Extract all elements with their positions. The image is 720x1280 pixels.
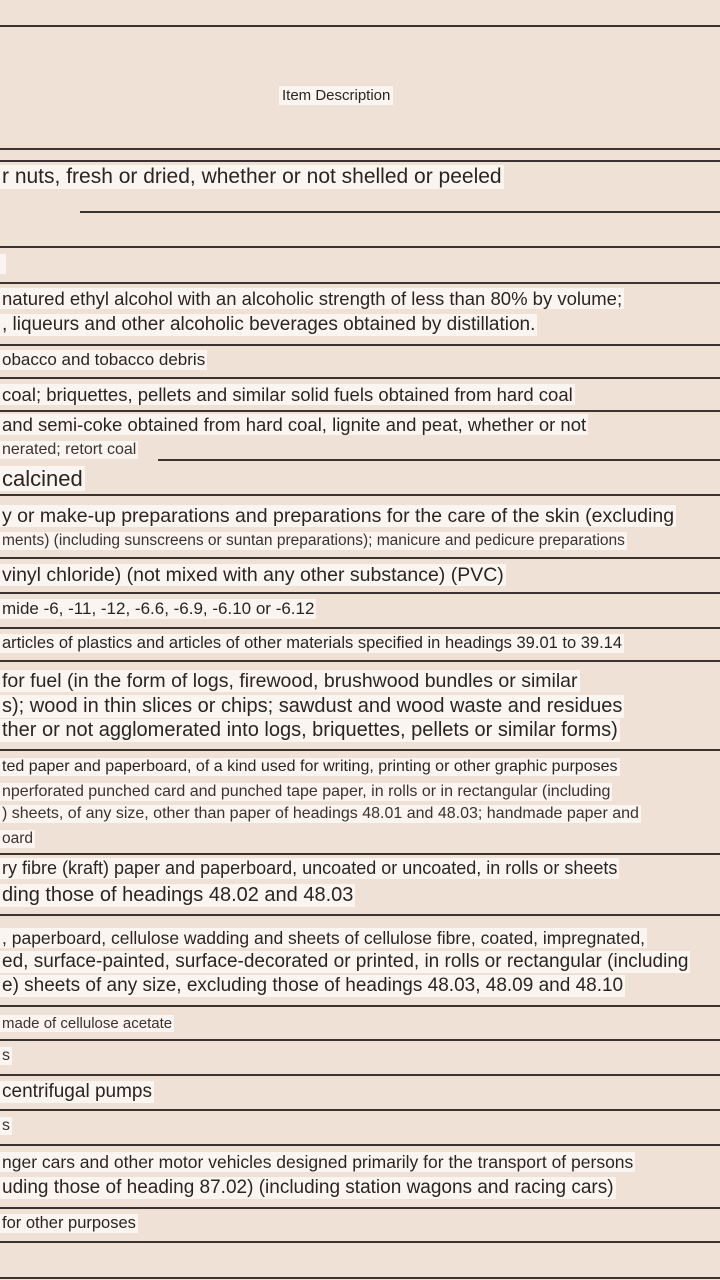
row-18-line-1: centrifugal pumps — [2, 1081, 152, 1102]
table-rule — [0, 557, 720, 559]
table-rule — [80, 211, 720, 213]
row-3-line-2: , liqueurs and other alcoholic beverages obtained by distillation. — [2, 314, 536, 335]
row-11-line-1: articles of plastics and articles of other materials specified in headings 39.01 to 39.14 — [2, 634, 623, 652]
row-10-line-1: mide -6, -11, -12, -6.6, -6.9, -6.10 or -6.12 — [2, 599, 315, 618]
row-15-line-2: ed, surface-painted, surface-decorated or printed, in rolls or rectangular (including — [2, 951, 689, 972]
table-rule — [0, 246, 720, 248]
row-1-line-1: r nuts, fresh or dried, whether or not shelled or peeled — [2, 165, 502, 188]
table-rule — [0, 25, 720, 27]
table-rule — [0, 1109, 720, 1111]
table-rule — [0, 660, 720, 662]
table-rule — [0, 914, 720, 916]
table-rule — [0, 148, 720, 150]
row-17-line-1: s — [2, 1047, 10, 1064]
row-19-line-1: s — [2, 1117, 10, 1134]
column-header-item-description: Item Description — [279, 86, 393, 105]
row-8-line-1: y or make-up preparations and preparations for the care of the skin (excluding — [2, 505, 675, 527]
table-rule — [0, 377, 720, 379]
table-rule — [0, 410, 720, 412]
table-rule — [0, 1144, 720, 1146]
table-rule — [0, 592, 720, 594]
table-rule — [0, 494, 720, 496]
row-6-line-1: and semi-coke obtained from hard coal, lignite and peat, whether or not — [2, 414, 587, 435]
row-13-line-3: ) sheets, of any size, other than paper of headings 48.01 and 48.03; handmade paper and — [2, 805, 639, 822]
table-rule — [0, 1039, 720, 1041]
table-rule — [0, 282, 720, 284]
table-rule — [0, 160, 720, 162]
row-15-line-3: e) sheets of any size, excluding those of headings 48.03, 48.09 and 48.10 — [2, 975, 624, 996]
table-rule — [158, 459, 720, 461]
table-rule — [0, 1005, 720, 1007]
row-8-line-2: ments) (including sunscreens or suntan preparations); manicure and pedicure preparations — [2, 532, 625, 549]
row-12-line-3: ther or not agglomerated into logs, briquettes, pellets or similar forms) — [2, 719, 618, 741]
row-3-line-1: natured ethyl alcohol with an alcoholic strength of less than 80% by volume; — [2, 288, 623, 309]
table-rule — [0, 1074, 720, 1076]
row-15-line-1: , paperboard, cellulose wadding and sheets of cellulose fibre, coated, impregnated, — [2, 928, 646, 948]
table-rule — [0, 1207, 720, 1209]
row-6-line-2: nerated; retort coal — [2, 441, 137, 458]
row-7-line-1: calcined — [2, 466, 83, 491]
table-rule — [0, 749, 720, 751]
row-21-line-1: for other purposes — [2, 1214, 136, 1232]
row-12-line-2: s); wood in thin slices or chips; sawdust and wood waste and residues — [2, 695, 623, 717]
row-20-line-1: nger cars and other motor vehicles designed primarily for the transport of persons — [2, 1152, 634, 1172]
row-13-line-4: oard — [2, 830, 34, 847]
row-9-line-1: vinyl chloride) (not mixed with any other substance) (PVC) — [2, 564, 504, 586]
row-13-line-2: nperforated punched card and punched tape paper, in rolls or in rectangular (including — [2, 783, 611, 800]
table-rule — [0, 1277, 720, 1279]
table-rule — [0, 627, 720, 629]
row-5-line-1: coal; briquettes, pellets and similar solid fuels obtained from hard coal — [2, 384, 573, 405]
table-rule — [0, 1241, 720, 1243]
table-rule — [0, 344, 720, 346]
row-4-line-1: obacco and tobacco debris — [2, 350, 206, 369]
row-2-line-1 — [0, 254, 6, 274]
table-rule — [0, 853, 720, 855]
row-13-line-1: ted paper and paperboard, of a kind used for writing, printing or other graphic purposes — [2, 758, 618, 775]
row-14-line-2: ding those of headings 48.02 and 48.03 — [2, 884, 354, 906]
row-14-line-1: ry fibre (kraft) paper and paperboard, uncoated or uncoated, in rolls or sheets — [2, 858, 618, 878]
row-12-line-1: for fuel (in the form of logs, firewood, brushwood bundles or similar — [2, 670, 578, 692]
row-16-line-1: made of cellulose acetate — [2, 1015, 173, 1032]
row-20-line-2: uding those of heading 87.02) (including station wagons and racing cars) — [2, 1177, 614, 1198]
